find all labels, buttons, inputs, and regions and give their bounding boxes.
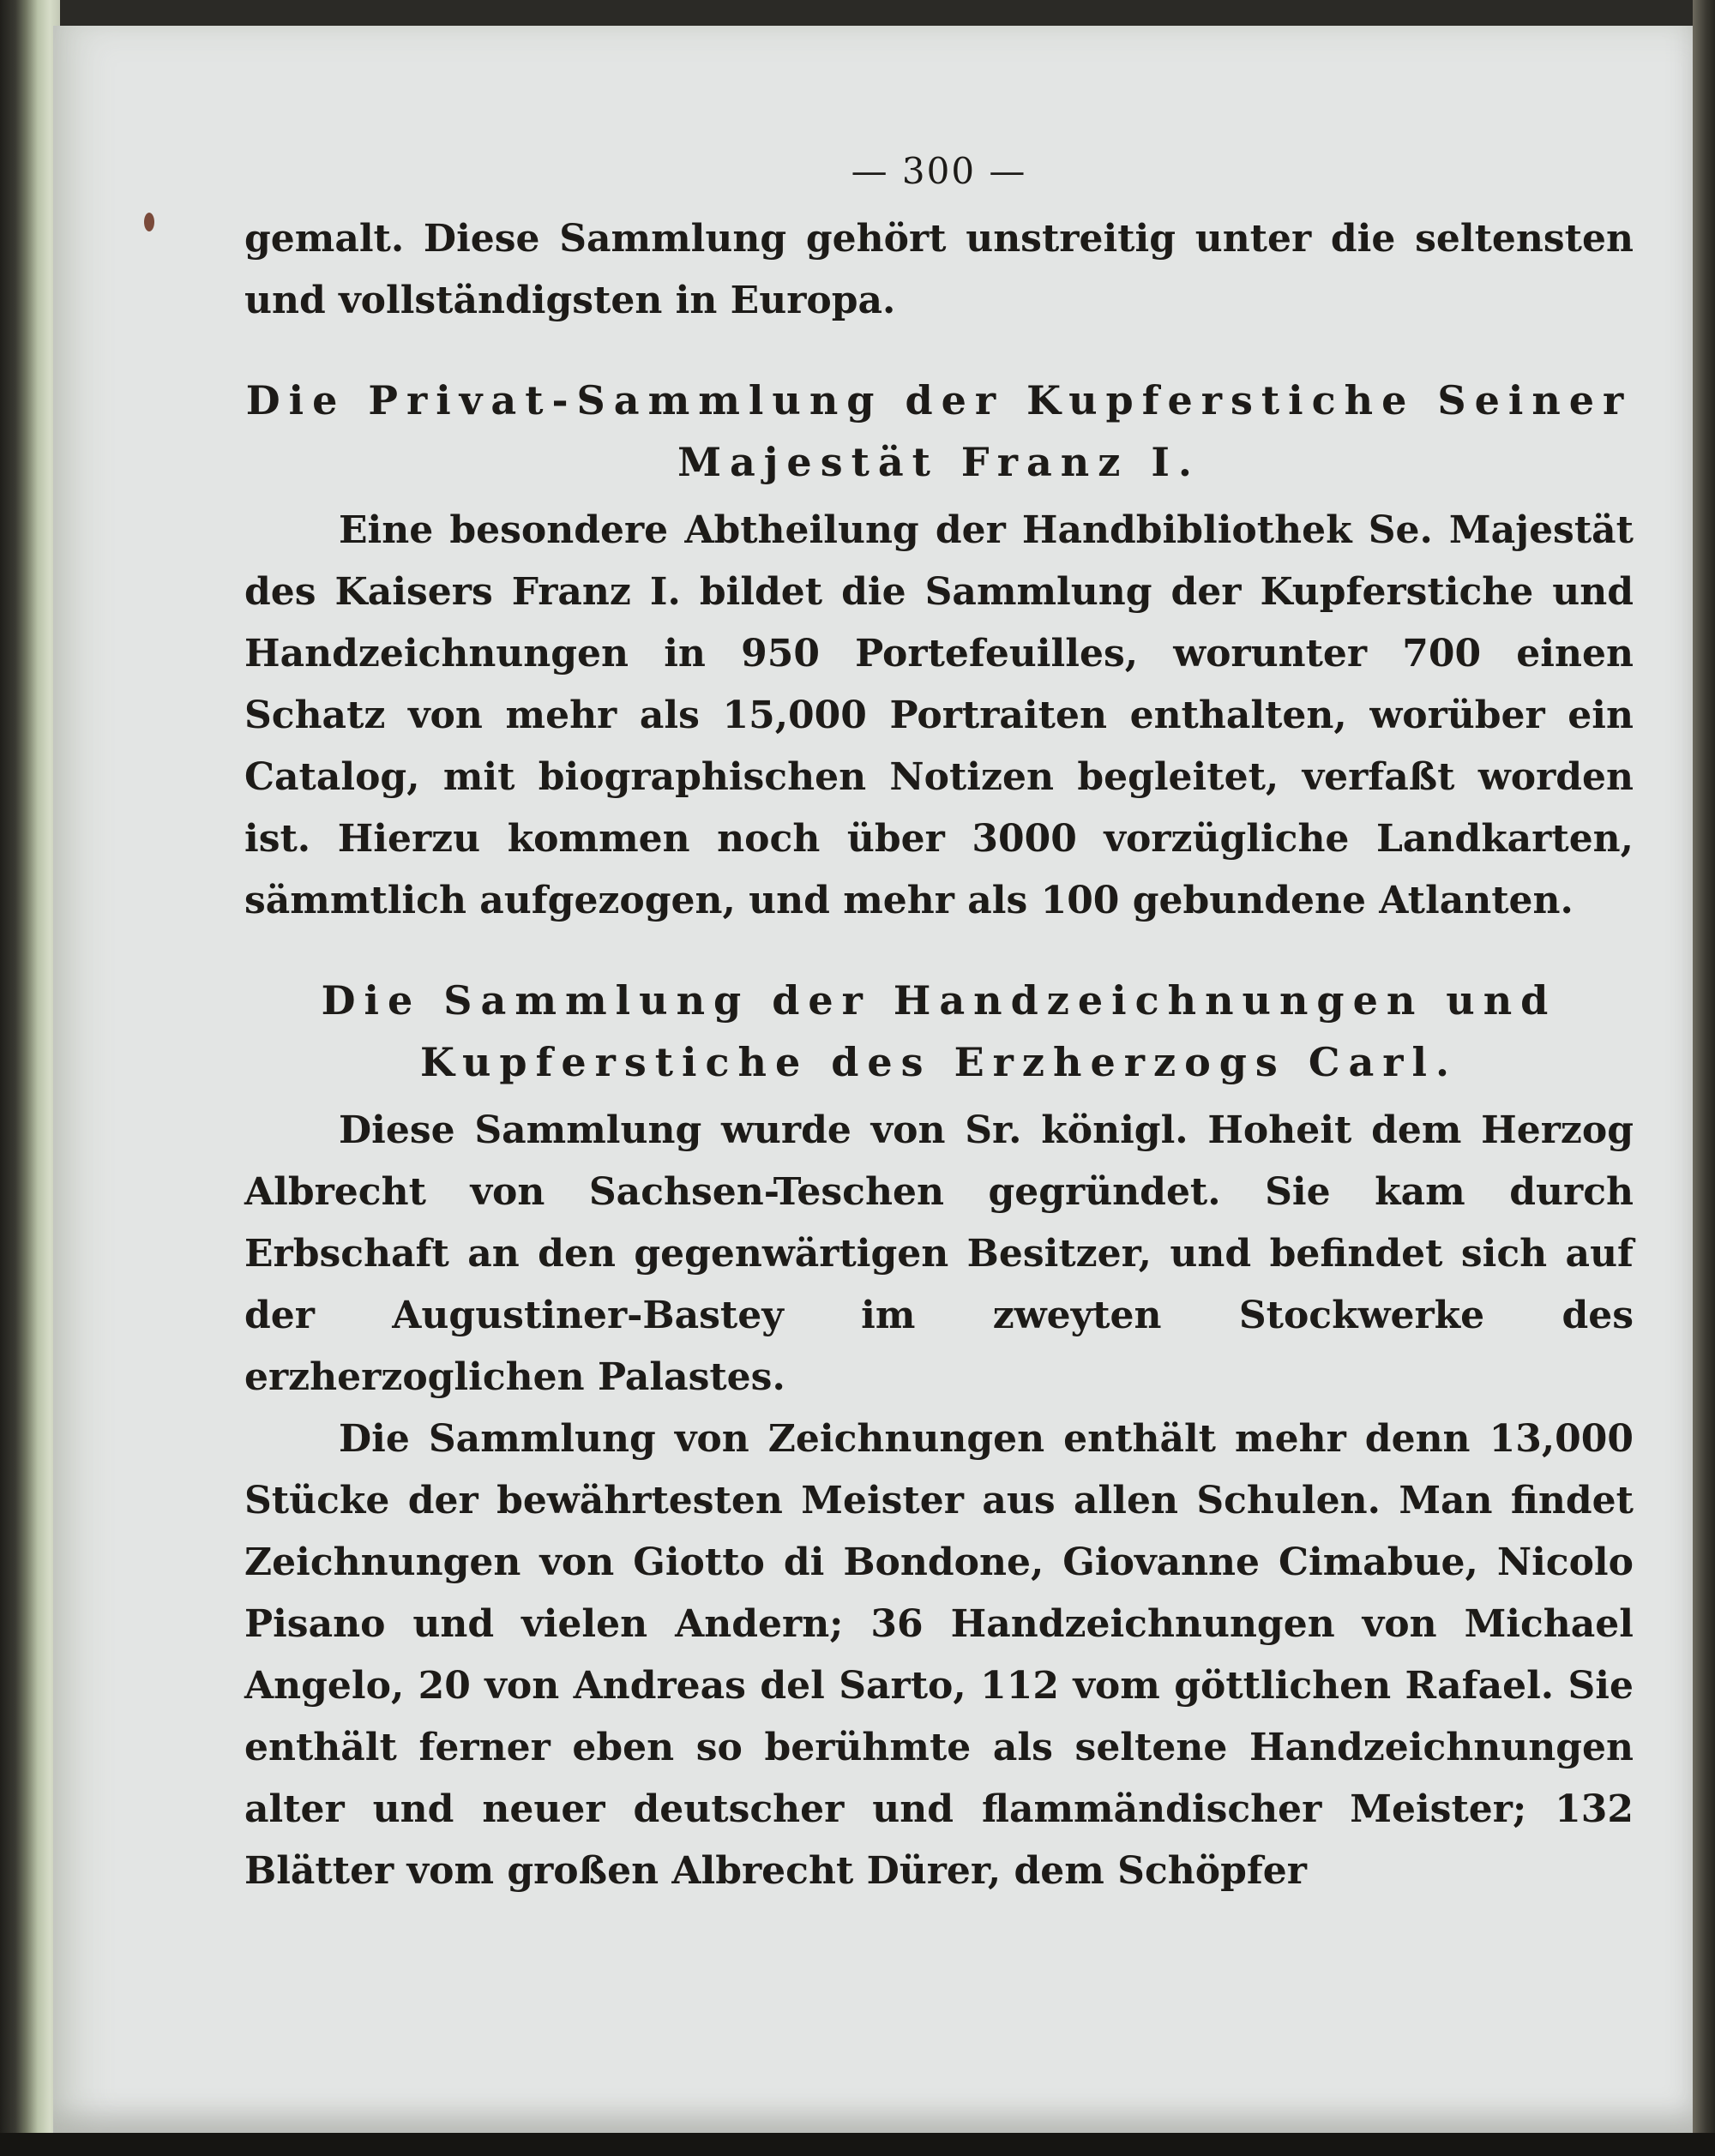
book-edge [0,0,60,2156]
section-heading-private-collection: Die Privat-Sammlung der Kupferstiche Seiner Majestät Franz I. [245,377,1633,485]
paragraph-private-collection: Eine besondere Abtheilung der Handbibliothek Se. Majestät des Kaisers Franz I. bildet die Sammlung der Kupferstiche und Handzeichnungen in 950 Portefeuilles, worunter 700 einen Schatz von mehr als 15,000 Portraiten enthalten, worüber ein Catalog, mit biographischen Notizen begleitet, verfaßt worden ist. Hierzu kommen noch über 3000 vorzügliche Landkarten, sämmtlich aufgezogen, und mehr als 100 gebundene Atlanten. [244,508,1634,922]
page-right-edge [1693,0,1715,2156]
ink-spot [144,213,154,231]
paragraph-drawings-collection: Die Sammlung von Zeichnungen enthält mehr denn 13,000 Stücke der bewährtesten Meister aus allen Schulen. Man findet Zeichnungen von Giotto di Bondone, Giovanne Cimabue, Nicolo Pisano und vielen Andern; 36 Handzeichnungen von Michael Angelo, 20 von Andreas del Sarto, 112 vom göttlichen Rafael. Sie enthält ferner eben so berühmte als seltene Handzeichnungen alter und neuer deutscher und flammändischer Meister; 132 Blätter vom großen Albrecht Dürer, dem Schöpfer [244,1417,1634,1893]
paragraph-continuation: gemalt. Diese Sammlung gehört unstreitig unter die seltensten und vollständigsten in Europa. [244,217,1634,322]
section-heading-archduke-collection: Die Sammlung der Handzeichnungen und Kupferstiche des Erzherzogs Carl. [321,977,1557,1085]
page-number: — 300 — [851,150,1027,192]
page-bottom-shadow [0,2133,1715,2156]
paragraph-archduke-origin: Diese Sammlung wurde von Sr. königl. Hoheit dem Herzog Albrecht von Sachsen-Teschen gegründet. Sie kam durch Erbschaft an den gegenwärtigen Besitzer, und befindet sich auf der Augustiner-Bastey im zweyten Stockwerke des erzherzoglichen Palastes. [244,1108,1634,1399]
page-text [244,141,1634,1902]
